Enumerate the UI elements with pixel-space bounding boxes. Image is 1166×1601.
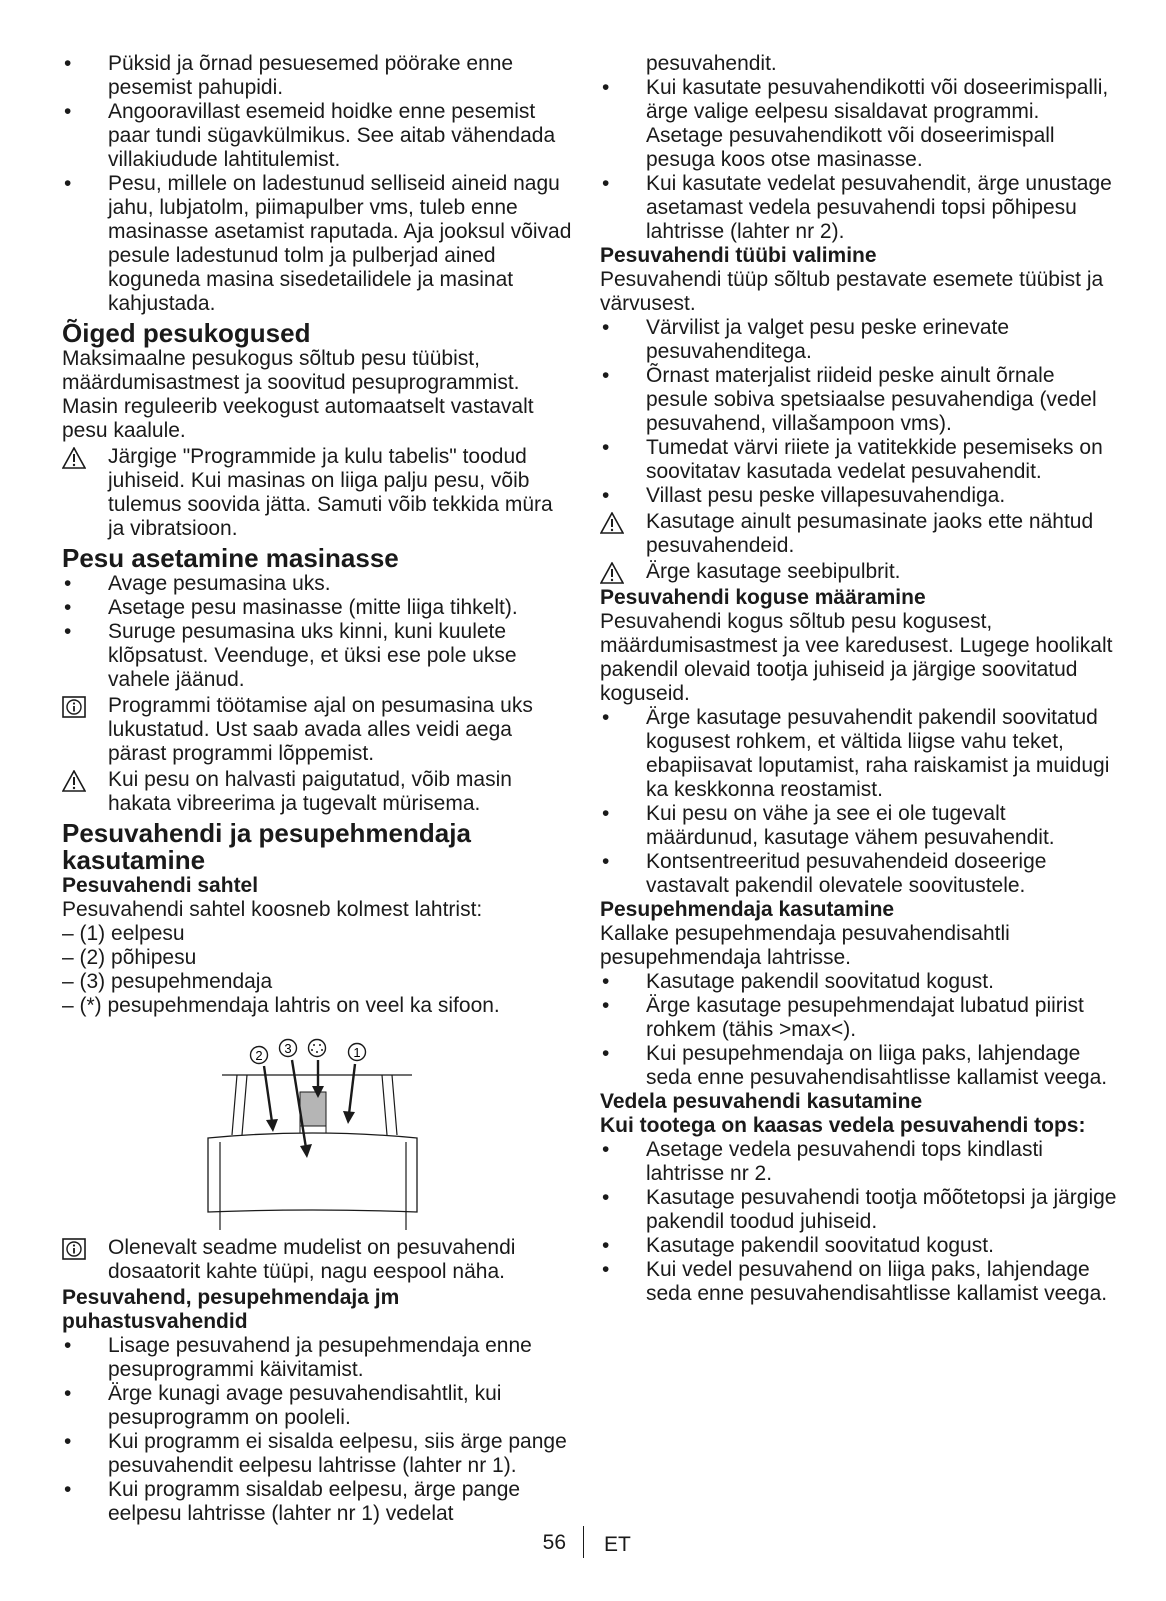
list-item: • Kasutage pakendil soovitatud kogust.: [602, 1234, 994, 1257]
drawer-drawing: [202, 1030, 432, 1230]
paragraph: Maksimaalne pesukogus sõltub pesu tüübist, määrdumisastmest ja soovitud pesuprogrammist. Masin reguleerib veekogust automaatselt vastavalt pesu kaalule.: [62, 347, 534, 442]
list-item: – (2) põhipesu: [62, 946, 197, 969]
list-item: • Õrnast materjalist riideid peske ainult õrnale pesule sobiva spetsiaalse pesuvahendiga (vedel pesuvahend, villašampoon vms).: [602, 364, 1097, 435]
warning-note: Ärge kasutage seebipulbrit.: [600, 560, 1120, 584]
section-heading-laundry-amounts: Õiged pesukogused: [62, 318, 311, 348]
detergent-amount-bullet-list: [600, 706, 1120, 898]
list-item: • Kui kasutate vedelat pesuvahendit, ärge unustage asetamast vedela pesuvahendi topsi põhipesu lahtrisse (lahter nr 2).: [602, 172, 1112, 243]
subheading-liquid-cup: Kui tootega on kaasas vedela pesuvahendi tops:: [600, 1114, 1086, 1137]
list-item: • Asetage vedela pesuvahendi tops kindlasti lahtrisse nr 2.: [602, 1138, 1043, 1185]
list-item: • Kasutage pesuvahendi tootja mõõtetopsi ja järgige pakendil toodud juhiseid.: [602, 1186, 1117, 1233]
list-item: – (*) pesupehmendaja lahtris on veel ka sifoon.: [62, 994, 500, 1017]
list-item: • Kui kasutate pesuvahendikotti või doseerimispalli, ärge valige eelpesu sisaldavat programmi. Asetage pesuvahendikott või doseerimispall pesuga koos otse masinasse.: [602, 76, 1109, 171]
list-item: • Kontsentreeritud pesuvahendeid doseerige vastavalt pakendil olevatele soovitustele.: [602, 850, 1047, 897]
right-column: [600, 52, 1120, 1306]
warning-note: Kui pesu on halvasti paigutatud, võib masin hakata vibreerima ja tugevalt mürisema.: [62, 768, 572, 816]
continued-bullet-list: [600, 76, 1120, 244]
list-item: • Kui vedel pesuvahend on liiga paks, lahjendage seda enne pesuvahendisahtlisse kallamist veega.: [602, 1258, 1108, 1305]
intro-bullet-list: [62, 52, 572, 316]
detergent-bullet-list: [62, 1334, 572, 1526]
list-item: • Kui pesupehmendaja on liiga paks, lahjendage seda enne pesuvahendisahtlisse kallamist veega.: [602, 1042, 1108, 1089]
list-item: • Pesu, millele on ladestunud selliseid aineid nagu jahu, lubjatolm, piimapulber vms, tuleb enne masinasse asetamist raputada. Aja jooksul võivad pesule ladestunud tolm ja pulberjad ained koguneda masina sisedetailidele ja masinat kahjustada.: [64, 172, 572, 315]
subheading-detergent-softener: Pesuvahend, pesupehmendaja jm puhastusvahendid: [62, 1286, 400, 1333]
paragraph: Pesuvahendi sahtel koosneb kolmest lahtrist:: [62, 898, 483, 921]
warning-note: Järgige "Programmide ja kulu tabelis" toodud juhiseid. Kui masinas on liiga palju pesu, võib tulemus soovida jätta. Samuti võib tekkida müra ja vibratsioon.: [62, 445, 572, 541]
softener-bullet-list: [600, 970, 1120, 1090]
list-item: • Kasutage pakendil soovitatud kogust.: [602, 970, 994, 993]
list-item: • Asetage pesu masinasse (mitte liiga tihkelt).: [64, 596, 518, 619]
list-item: • Suruge pesumasina uks kinni, kuni kuulete klõpsatust. Veenduge, et üksi ese pole ukse vahele jäänud.: [64, 620, 517, 691]
paragraph: Kallake pesupehmendaja pesuvahendisahtli pesupehmendaja lahtrisse.: [600, 922, 1010, 969]
detergent-drawer-illustration: [62, 1030, 572, 1230]
info-icon: [62, 1238, 86, 1260]
list-item: • Püksid ja õrnad pesuesemed pöörake enne pesemist pahupidi.: [64, 52, 514, 99]
list-item: • Ärge kasutage pesupehmendajat lubatud piirist rohkem (tähis >max<).: [602, 994, 1084, 1041]
liquid-detergent-bullet-list: [600, 1138, 1120, 1306]
subheading-detergent-amount: Pesuvahendi koguse määramine: [600, 586, 926, 609]
subheading-softener: Pesupehmendaja kasutamine: [600, 898, 895, 921]
list-item: • Ärge kunagi avage pesuvahendisahtlit, kui pesuprogramm on pooleli.: [64, 1382, 502, 1429]
left-column: [62, 52, 572, 1526]
warning-triangle-icon: [62, 770, 86, 792]
list-item: • Angooravillast esemeid hoidke enne pesemist paar tundi sügavkülmikus. See aitab vähendada villakiudude lahtitulemist.: [64, 100, 556, 171]
info-note: Olenevalt seadme mudelist on pesuvahendi dosaatorit kahte tüüpi, nagu eespool näha.: [62, 1236, 572, 1284]
figure-label-1: 1: [353, 1045, 361, 1060]
list-item: • Lisage pesuvahend ja pesupehmendaja enne pesuprogrammi käivitamist.: [64, 1334, 532, 1381]
detergent-type-bullet-list: [600, 316, 1120, 508]
loading-bullet-list: [62, 572, 572, 692]
warning-triangle-icon: [600, 512, 624, 534]
list-item: • Ärge kasutage pesuvahendit pakendil soovitatud kogusest rohkem, et vältida liigse vahu teket, ebapiisavat loputamist, raha raiskamist ja muidugi ka keskkonna reostamist.: [602, 706, 1110, 801]
compartment-list: [62, 922, 572, 1018]
subheading-detergent-type: Pesuvahendi tüübi valimine: [600, 244, 877, 267]
section-heading-loading: Pesu asetamine masinasse: [62, 543, 399, 573]
warning-triangle-icon: [62, 447, 86, 469]
list-item: • Villast pesu peske villapesuvahendiga.: [602, 484, 1006, 507]
figure-label-2: 2: [255, 1048, 263, 1063]
list-item: • Kui programm sisaldab eelpesu, ärge pange eelpesu lahtrisse (lahter nr 1) vedelat: [64, 1478, 521, 1525]
list-item: – (3) pesupehmendaja: [62, 970, 273, 993]
paragraph: Pesuvahendi kogus sõltub pesu kogusest, määrdumisastmest ja vee karedusest. Lugege hoolikalt pakendil olevaid tootja juhiseid ja järgige soovitatud koguseid.: [600, 610, 1113, 705]
siphon-symbol-icon: [309, 1040, 326, 1057]
list-item: • Tumedat värvi riiete ja vatitekkide pesemiseks on soovitatav kasutada vedelat pesuvahendit.: [602, 436, 1103, 483]
list-item: • Avage pesumasina uks.: [64, 572, 331, 595]
list-item: • Värvilist ja valget pesu peske erinevate pesuvahenditega.: [602, 316, 1010, 363]
page-footer: [0, 1526, 1166, 1560]
subheading-liquid-detergent: Vedela pesuvahendi kasutamine: [600, 1090, 923, 1113]
page-number: 56: [542, 1531, 566, 1554]
continued-text: pesuvahendit.: [646, 52, 777, 75]
footer-divider: [583, 1526, 584, 1558]
info-icon: [62, 696, 86, 718]
paragraph: Pesuvahendi tüüp sõltub pestavate esemete tüübist ja värvusest.: [600, 268, 1104, 315]
language-code: ET: [604, 1533, 631, 1556]
warning-triangle-icon: [600, 562, 624, 584]
section-heading-detergent: Pesuvahendi ja pesupehmendaja kasutamine: [62, 818, 471, 875]
info-note: Programmi töötamise ajal on pesumasina uks lukustatud. Ust saab avada alles veidi aega pärast programmi lõppemist.: [62, 694, 572, 766]
subheading-detergent-drawer: Pesuvahendi sahtel: [62, 874, 259, 897]
warning-note: Kasutage ainult pesumasinate jaoks ette nähtud pesuvahendeid.: [600, 510, 1120, 558]
list-item: – (1) eelpesu: [62, 922, 185, 945]
list-item: • Kui pesu on vähe ja see ei ole tugevalt määrdunud, kasutage vähem pesuvahendit.: [602, 802, 1055, 849]
figure-label-3: 3: [284, 1041, 292, 1056]
list-item: • Kui programm ei sisalda eelpesu, siis ärge pange pesuvahendit eelpesu lahtrisse (lahter nr 1).: [64, 1430, 567, 1477]
